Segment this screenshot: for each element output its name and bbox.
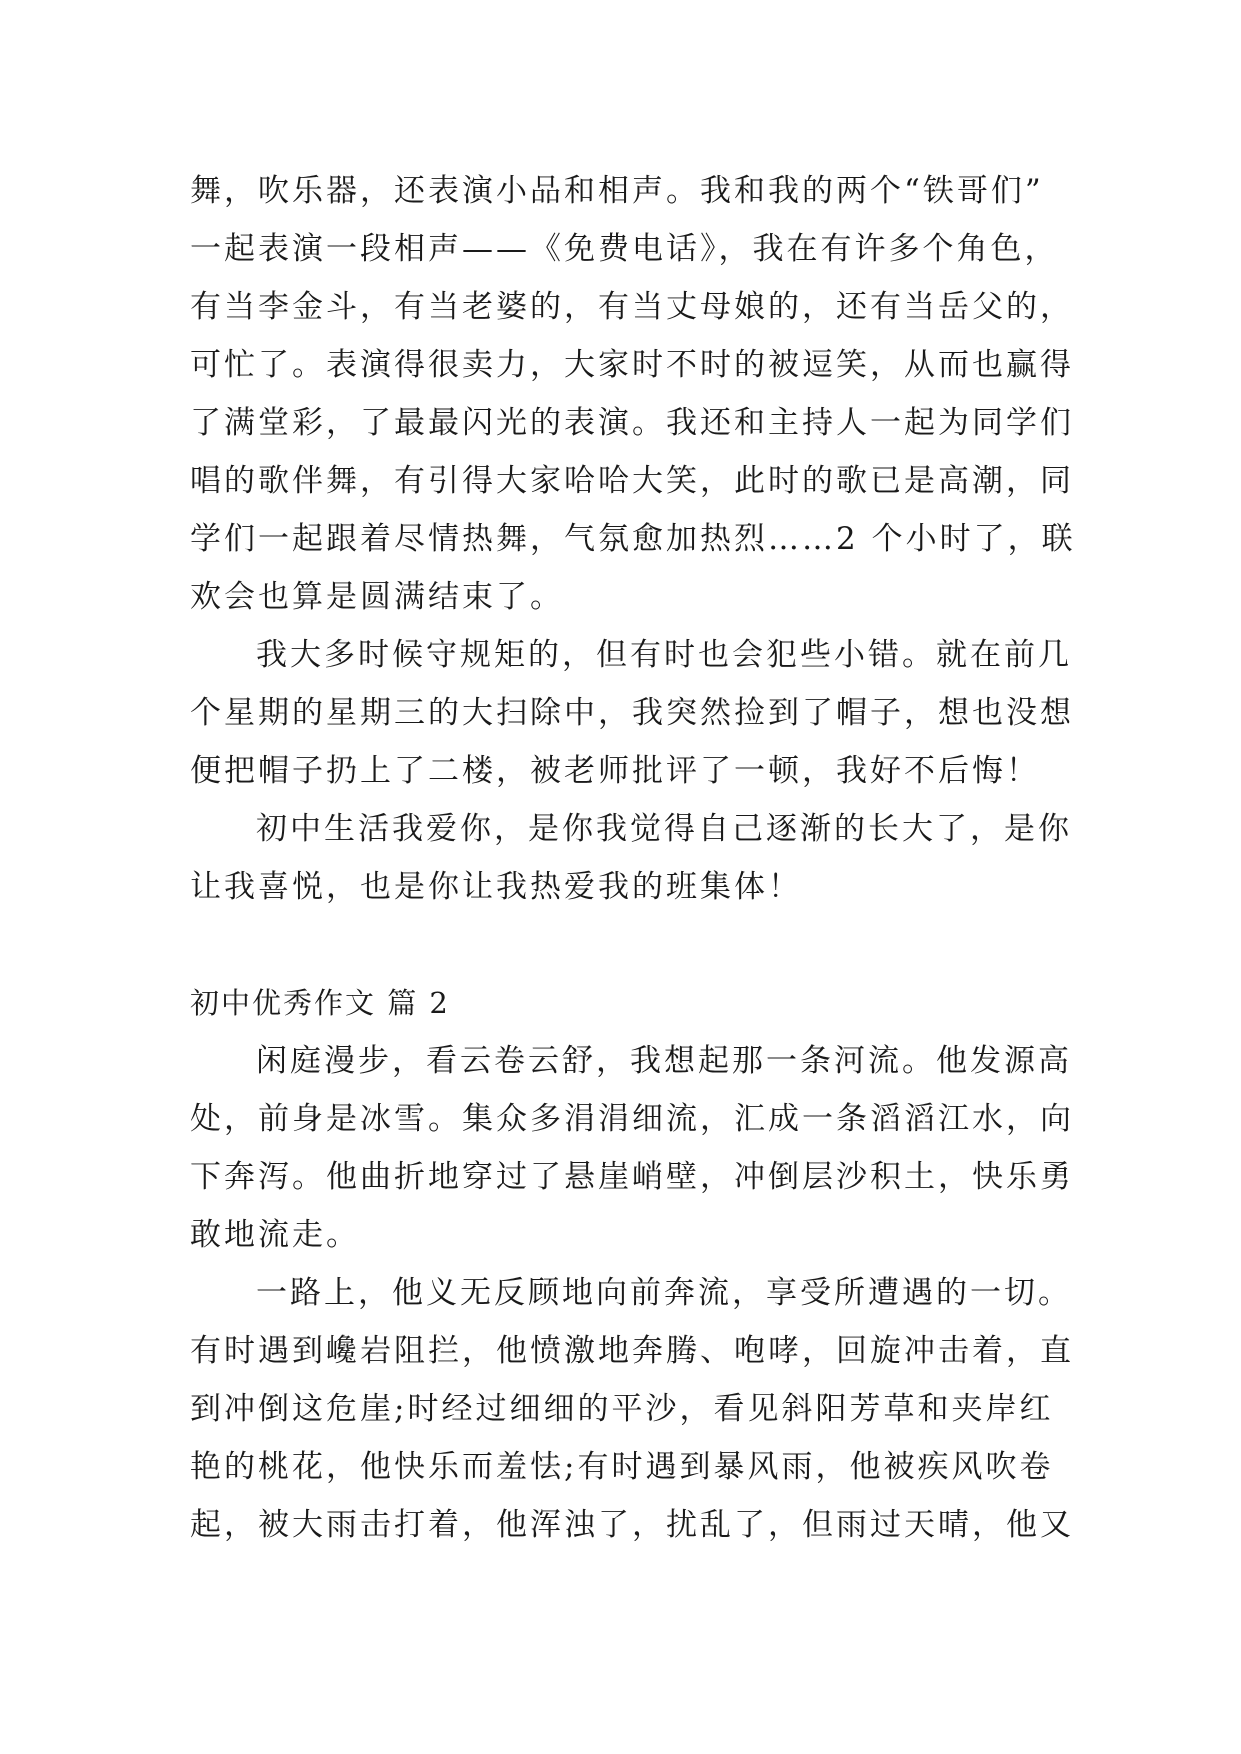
document-body (190, 162, 1076, 1554)
text-line: 下奔泻。他曲折地穿过了悬崖峭壁，冲倒层沙积土，快乐勇 (190, 1159, 1074, 1195)
text-line: 我大多时候守规矩的，但有时也会犯些小错。就在前几 (256, 637, 1072, 673)
paragraph-4 (190, 1032, 1074, 1264)
text-line: 初中生活我爱你，是你我觉得自己逐渐的长大了，是你 (256, 811, 1072, 847)
paragraph-1 (190, 162, 1076, 626)
paragraph-2 (190, 626, 1074, 800)
text-line: 有当李金斗，有当老婆的，有当丈母娘的，还有当岳父的， (190, 289, 1074, 325)
text-line: 敢地流走。 (190, 1217, 360, 1253)
section-heading: 初中优秀作文 篇 2 (190, 986, 450, 1020)
text-line: 到冲倒这危崖;时经过细细的平沙，看见斜阳芳草和夹岸红 (190, 1391, 1054, 1427)
text-line: 了满堂彩，了最最闪光的表演。我还和主持人一起为同学们 (190, 405, 1074, 441)
text-line: 个星期的星期三的大扫除中，我突然捡到了帽子，想也没想 (190, 695, 1074, 731)
section-spacer (190, 916, 1070, 974)
text-line: 处，前身是冰雪。集众多涓涓细流，汇成一条滔滔江水，向 (190, 1101, 1074, 1137)
text-line: 可忙了。表演得很卖力，大家时不时的被逗笑，从而也赢得 (190, 347, 1074, 383)
text-line: 闲庭漫步，看云卷云舒，我想起那一条河流。他发源高 (256, 1043, 1072, 1079)
text-line: 有时遇到巉岩阻拦，他愤激地奔腾、咆哮，回旋冲击着，直 (190, 1333, 1074, 1369)
text-line: 学们一起跟着尽情热舞，气氛愈加热烈……2 个小时了，联 (190, 521, 1076, 557)
text-line: 一起表演一段相声——《免费电话》，我在有许多个角色， (190, 231, 1059, 267)
text-line: 欢会也算是圆满结束了。 (190, 579, 564, 615)
text-line: 舞，吹乐器，还表演小品和相声。我和我的两个“铁哥们” (190, 173, 1044, 209)
text-line: 起，被大雨击打着，他浑浊了，扰乱了，但雨过天晴，他又 (190, 1507, 1074, 1543)
text-line: 唱的歌伴舞，有引得大家哈哈大笑，此时的歌已是高潮，同 (190, 463, 1074, 499)
text-line: 艳的桃花，他快乐而羞怯;有时遇到暴风雨，他被疾风吹卷 (190, 1449, 1054, 1485)
text-line: 一路上，他义无反顾地向前奔流，享受所遭遇的一切。 (256, 1275, 1072, 1311)
paragraph-3 (190, 800, 1070, 916)
text-line: 便把帽子扔上了二楼，被老师批评了一顿，我好不后悔！ (190, 753, 1040, 789)
paragraph-5 (190, 1264, 1074, 1554)
text-line: 让我喜悦，也是你让我热爱我的班集体！ (190, 869, 802, 905)
